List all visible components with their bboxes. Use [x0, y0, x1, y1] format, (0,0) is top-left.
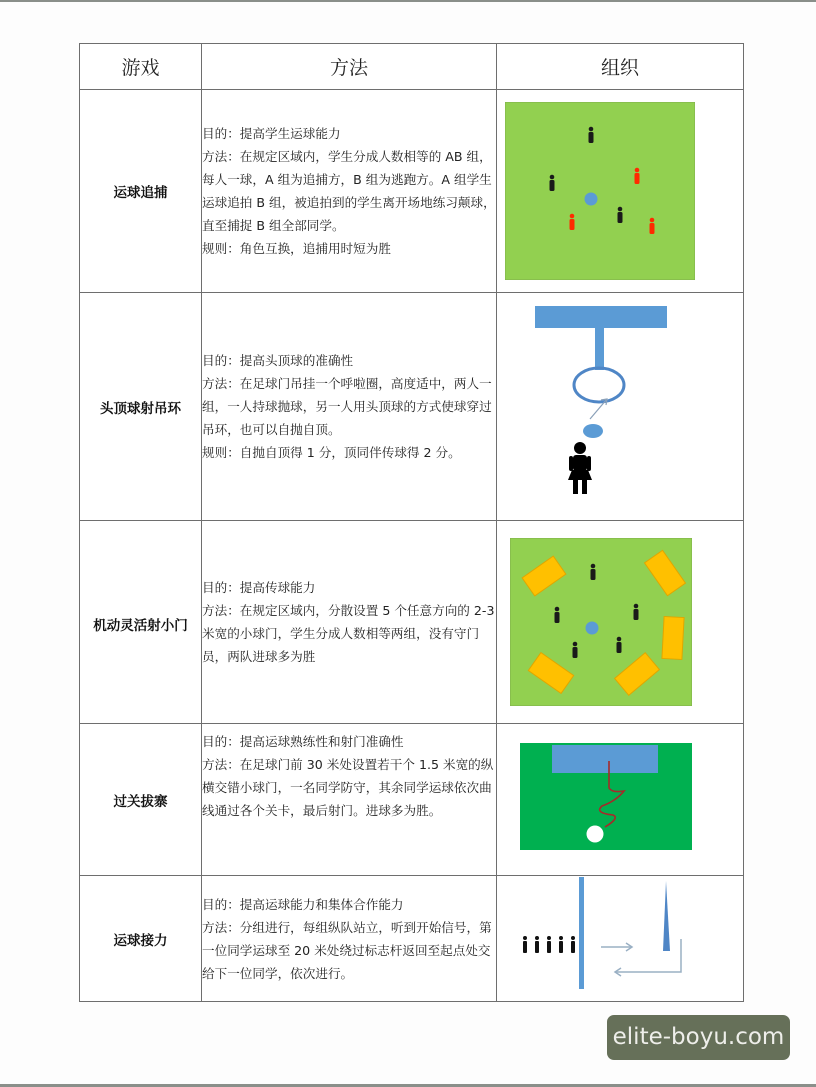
game-organization-cell	[497, 293, 744, 521]
hoop-icon	[574, 368, 624, 402]
header-organization: 组织	[497, 44, 744, 90]
game-method-cell	[202, 876, 497, 1002]
game-purpose: 目的：提高运球能力和集体合作能力	[202, 896, 404, 912]
watermark-badge: elite-boyu.com	[607, 1015, 790, 1060]
header-method: 方法	[202, 44, 497, 90]
game-method: 方法：在足球门吊挂一个呼啦圈，高度适中，两人一组，一人持球抛球，另一人用头顶球的方式使球穿过吊环，也可以自抛自顶。	[202, 376, 492, 437]
game-rule: 规则：角色互换，追捕用时短为胜	[202, 241, 391, 256]
hoop-rope	[595, 328, 604, 370]
game-method: 方法：在规定区域内，学生分成人数相等的 AB 组，每人一球，A 组为追捕方，B 组为逃跑方。A 组学生运球追拍 B 组，被追拍到的学生离开场地练习颠球，直至捕捉 B 组全部同学。	[202, 149, 496, 233]
goal-area	[552, 745, 658, 773]
marker-cone-icon	[663, 881, 670, 951]
header-game: 游戏	[80, 44, 202, 90]
player-column-icon	[523, 936, 575, 953]
table-row	[80, 724, 744, 876]
zigzag-diagram	[520, 743, 692, 850]
game-name: 运球追捕	[80, 90, 202, 293]
start-line	[579, 877, 584, 989]
games-table	[79, 43, 744, 1002]
table-header-row	[80, 44, 744, 90]
white-ball-icon	[587, 826, 604, 843]
game-name: 过关拔寨	[80, 724, 202, 876]
blue-ball-icon	[585, 193, 598, 206]
game-purpose: 目的：提高学生运球能力	[202, 126, 341, 141]
top-border	[0, 0, 816, 2]
game-method: 方法：分组进行，每组纵队站立，听到开始信号，第一位同学运球至 20 米处绕过标志杆返回至起点处交给下一位同学，依次进行。	[202, 919, 492, 981]
game-method: 方法：在足球门前 30 米处设置若干个 1.5 米宽的纵横交错小球门，一名同学防守，其余同学运球依次曲线通过各个关卡，最后射门。进球多为胜。	[202, 757, 494, 818]
game-method-cell	[202, 293, 497, 521]
game-name: 运球接力	[80, 876, 202, 1002]
game-organization-cell	[497, 724, 744, 876]
game-purpose: 目的：提高运球熟练性和射门准确性	[202, 734, 404, 749]
small-goals-diagram	[510, 538, 692, 706]
table-row	[80, 521, 744, 724]
game-method-cell	[202, 90, 497, 293]
hoop-diagram	[500, 295, 740, 519]
goal-crossbar	[535, 306, 667, 328]
chase-diagram	[505, 102, 695, 280]
relay-diagram	[500, 877, 740, 1001]
female-player-icon	[568, 442, 592, 494]
game-organization-cell	[497, 876, 744, 1002]
game-rule: 规则：自抛自顶得 1 分，顶同伴传球得 2 分。	[202, 445, 461, 460]
game-organization-cell	[497, 90, 744, 293]
table-row	[80, 293, 744, 521]
return-arrow-icon	[615, 939, 681, 972]
field	[505, 102, 695, 280]
table-row	[80, 90, 744, 293]
table-row	[80, 876, 744, 1002]
game-name: 机动灵活射小门	[80, 521, 202, 724]
game-purpose: 目的：提高传球能力	[202, 580, 316, 595]
game-name: 头顶球射吊环	[80, 293, 202, 521]
game-method-cell	[202, 521, 497, 724]
game-method-cell	[202, 724, 497, 876]
blue-ball-icon	[586, 622, 599, 635]
game-method: 方法：在规定区域内，分散设置 5 个任意方向的 2-3 米宽的小球门，学生分成人数相等两组，没有守门员，两队进球多为胜	[202, 603, 495, 664]
game-organization-cell	[497, 521, 744, 724]
game-purpose: 目的：提高头顶球的准确性	[202, 353, 354, 368]
ball-icon	[583, 424, 603, 438]
